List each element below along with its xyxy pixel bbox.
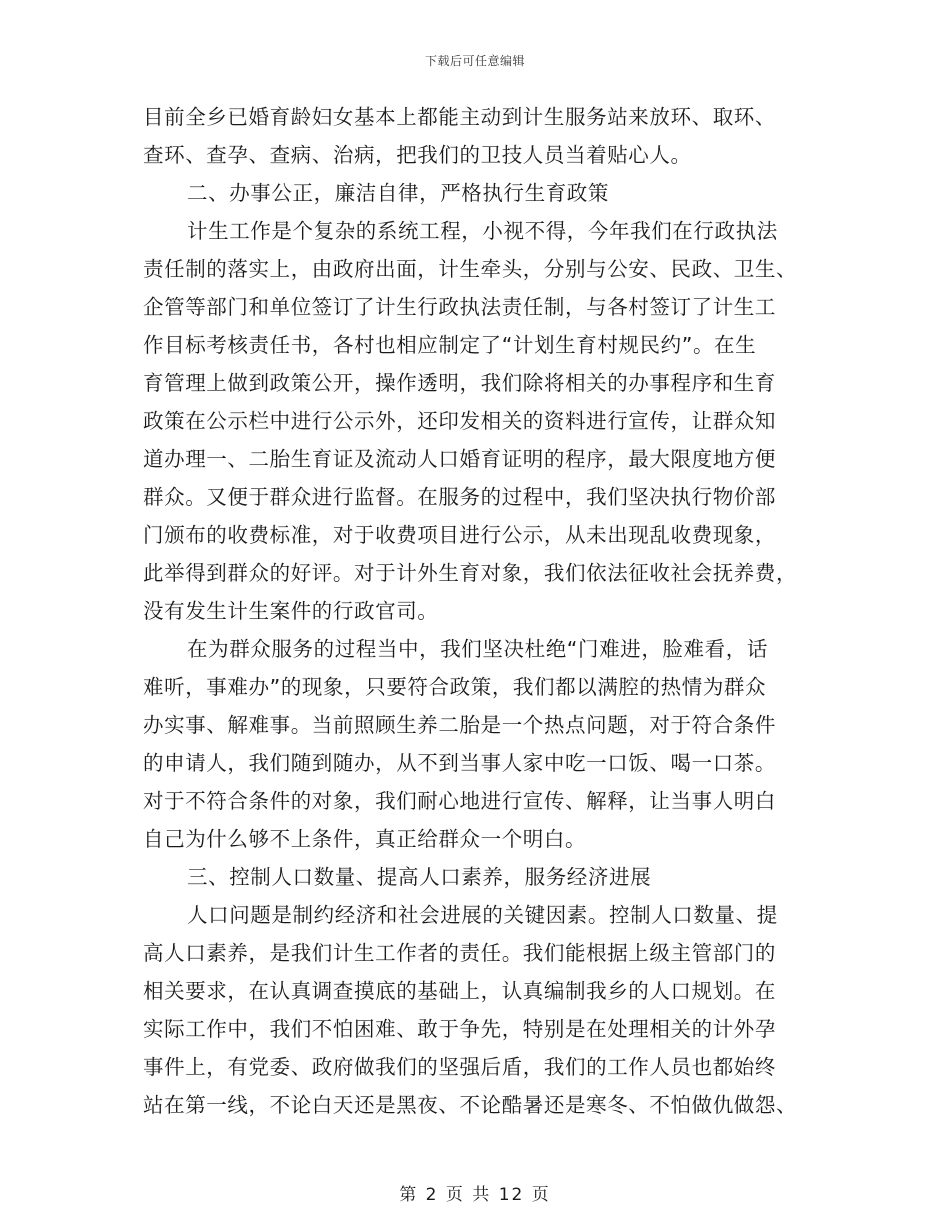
section-heading: 二、办事公正，廉洁自律，严格执行生育政策	[187, 181, 609, 205]
text-line: 实际工作中，我们不怕困难、敢于争先，特别是在处理相关的计外孕	[143, 1017, 776, 1041]
text-line: 高人口素养，是我们计生工作者的责任。我们能根据上级主管部门的	[143, 941, 776, 965]
text-line: 没有发生计生案件的行政官司。	[143, 599, 439, 623]
text-line: 的申请人，我们随到随办，从不到当事人家中吃一口饭、喝一口茶。	[143, 751, 776, 775]
text-line: 作目标考核责任书，各村也相应制定了“计划生育村规民约”。在生	[143, 333, 757, 357]
text-line: 自己为什么够不上条件，真正给群众一个明白。	[143, 827, 587, 851]
text-line: 育管理上做到政策公开，操作透明，我们除将相关的办事程序和生育	[143, 371, 776, 395]
body-text	[143, 98, 803, 1124]
section-heading: 三、控制人口数量、提高人口素养，服务经济进展	[187, 865, 652, 889]
text-line: 查环、查孕、查病、治病，把我们的卫技人员当着贴心人。	[143, 143, 692, 167]
text-line: 相关要求，在认真调查摸底的基础上，认真编制我乡的人口规划。在	[143, 979, 776, 1003]
text-line: 道办理一、二胎生育证及流动人口婚育证明的程序，最大限度地方便	[143, 447, 776, 471]
text-line: 门颁布的收费标准，对于收费项目进行公示，从未出现乱收费现象，	[143, 523, 776, 547]
text-line: 对于不符合条件的对象，我们耐心地进行宣传、解释，让当事人明白	[143, 789, 776, 813]
text-line: 此举得到群众的好评。对于计外生育对象，我们依法征收社会抚养费，	[143, 561, 798, 585]
text-line: 企管等部门和单位签订了计生行政执法责任制，与各村签订了计生工	[143, 295, 776, 319]
header-note: 下载后可任意编辑	[424, 54, 525, 68]
text-line: 事件上，有党委、政府做我们的坚强后盾，我们的工作人员也都始终	[143, 1055, 776, 1079]
text-line: 计生工作是个复杂的系统工程，小视不得，今年我们在行政执法	[187, 219, 778, 243]
text-line: 难听，事难办”的现象，只要符合政策，我们都以满腔的热情为群众	[143, 675, 767, 699]
page-number-footer: 第 2 页 共 12 页	[399, 1185, 551, 1205]
text-line: 办实事、解难事。当前照顾生养二胎是一个热点问题，对于符合条件	[143, 713, 776, 737]
text-line: 人口问题是制约经济和社会进展的关键因素。控制人口数量、提	[187, 903, 778, 927]
text-line: 目前全乡已婚育龄妇女基本上都能主动到计生服务站来放环、取环、	[143, 105, 776, 129]
text-line: 在为群众服务的过程当中，我们坚决杜绝“门难进，脸难看，话	[187, 637, 768, 661]
text-line: 责任制的落实上，由政府出面，计生牵头，分别与公安、民政、卫生、	[143, 257, 798, 281]
text-line: 群众。又便于群众进行监督。在服务的过程中，我们坚决执行物价部	[143, 485, 776, 509]
text-line: 政策在公示栏中进行公示外，还印发相关的资料进行宣传，让群众知	[143, 409, 776, 433]
text-line: 站在第一线，不论白天还是黑夜、不论酷暑还是寒冬、不怕做仇做怨、	[143, 1093, 798, 1117]
